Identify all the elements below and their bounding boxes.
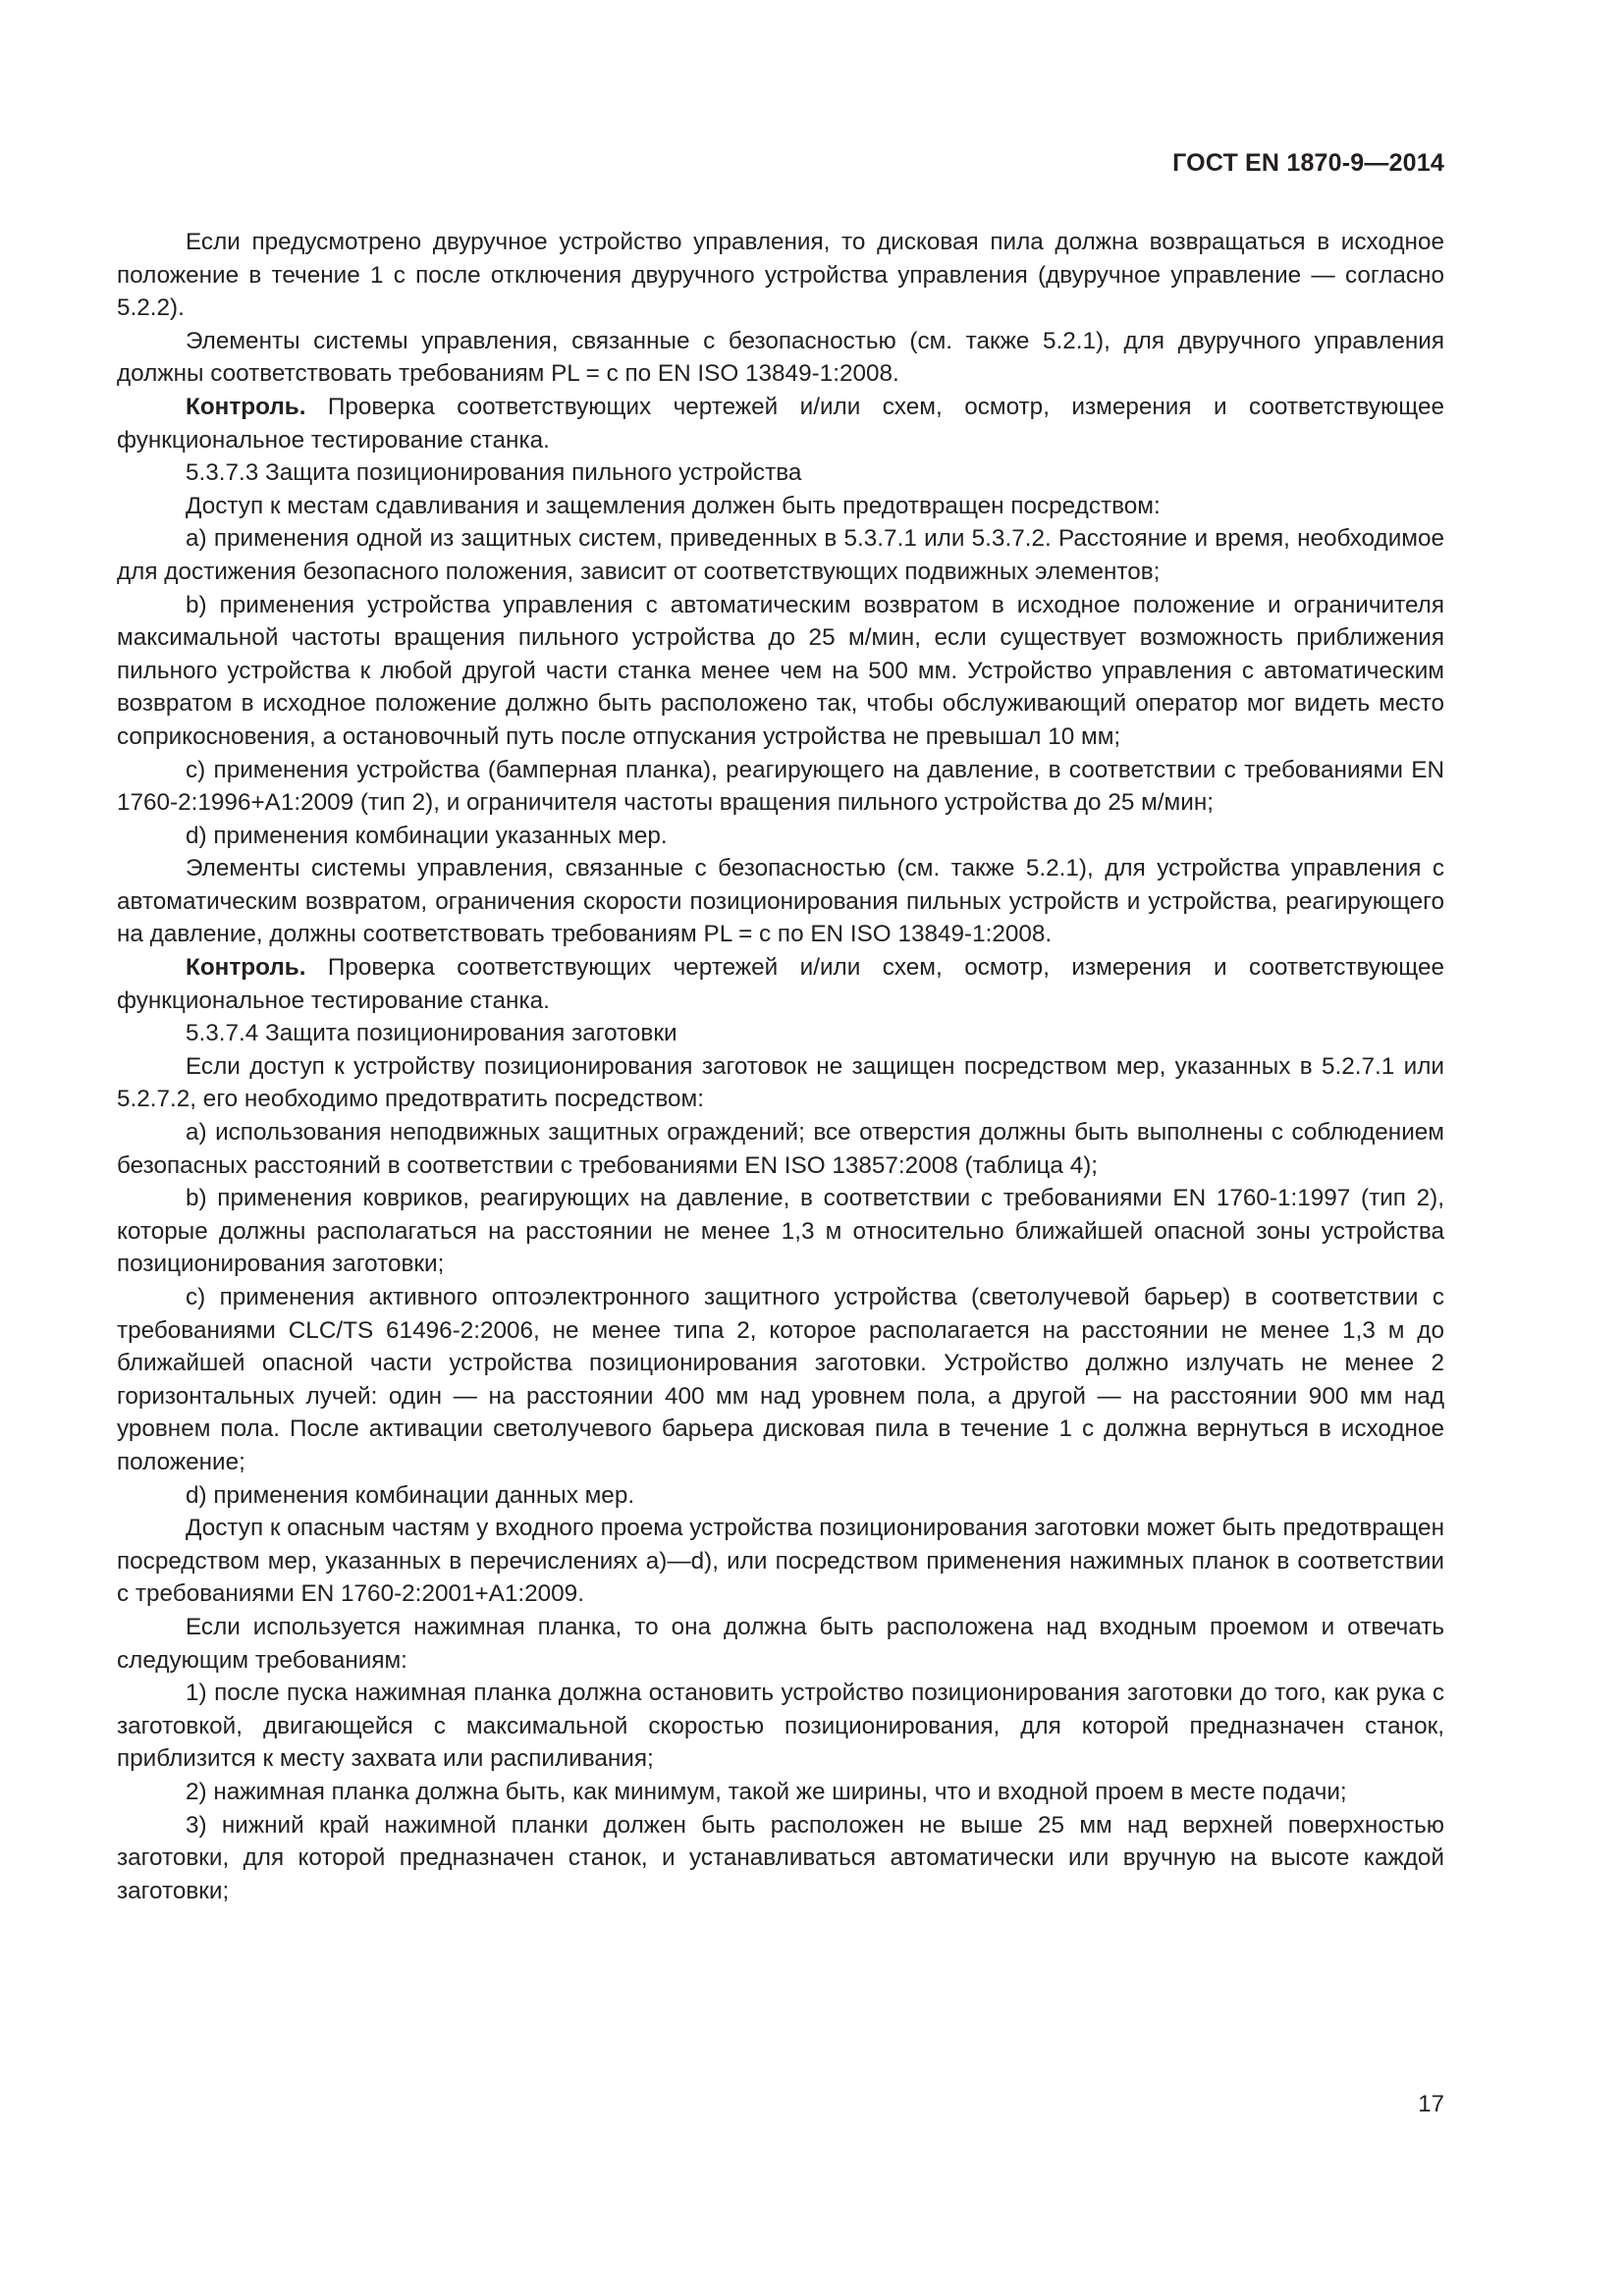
paragraph: Доступ к опасным частям у входного проема устройства позиционирования заготовки может быть предотвращен посредством мер, указанных в перечислениях а)—d), или посредством применения нажимных планок в соответствии с требованиями EN 1760-2:2001+А1:2009. [117,1515,1444,1608]
list-item: b) применения устройства управления с автоматическим возвратом в исходное положение и ограничителя максимальной частоты вращения пильного устройства до 25 м/мин, если существует возможность приближения пильного устройства к любой другой части станка менее чем на 500 мм. Устройство управления с автоматическим возвратом в исходное положение должно быть расположено так, чтобы обслуживающий оператор мог видеть место соприкосновения, а остановочный путь после отпускания устройства не превышал 10 мм; [117,591,1444,750]
document-body [117,226,1444,1907]
list-item: а) применения одной из защитных систем, приведенных в 5.3.7.1 или 5.3.7.2. Расстояние и время, необходимое для достижения безопасного положения, зависит от соответствующих подвижных элементов; [117,525,1444,585]
paragraph: Если предусмотрено двуручное устройство управления, то дисковая пила должна возвращаться в исходное положение в течение 1 с после отключения двуручного устройства управления (двуручное управление — согласно 5.2.2). [117,229,1444,322]
list-item: 2) нажимная планка должна быть, как минимум, такой же ширины, что и входной проем в месте подачи; [186,1778,1347,1805]
section-heading: 5.3.7.4 Защита позиционирования заготовки [186,1020,677,1047]
section-heading: 5.3.7.3 Защита позиционирования пильного устройства [186,459,802,487]
list-item: d) применения комбинации указанных мер. [186,822,668,849]
paragraph: Доступ к местам сдавливания и защемления должен быть предотвращен посредством: [186,492,1161,519]
paragraph: Элементы системы управления, связанные с безопасностью (см. также 5.2.1), для устройства управления с автоматическим возвратом, ограничения скорости позиционирования пильных устройств и устройства, реагирующего на давление, должны соответствовать требованиям PL = с по EN ISO 13849-1:2008. [117,855,1444,948]
control-label: Контроль. [186,954,306,982]
list-item: c) применения активного оптоэлектронного защитного устройства (светолучевой барьер) в соответствии с требованиями CLC/TS 61496-2:2006, не менее типа 2, которое располагается на расстоянии не менее 1,3 м до ближайшей опасной части устройства позиционирования заготовки. Устройство должно излучать не менее 2 горизонтальных лучей: один — на расстоянии 400 мм над уровнем пола, а другой — на расстоянии 900 мм над уровнем пола. После активации светолучевого барьера дисковая пила в течение 1 с должна вернуться в исходное положение; [117,1284,1444,1475]
list-item: c) применения устройства (бамперная планка), реагирующего на давление, в соответствии с требованиями EN 1760-2:1996+А1:2009 (тип 2), и ограничителя частоты вращения пильного устройства до 25 м/мин; [117,756,1444,817]
document-header: ГОСТ EN 1870-9—2014 [1172,149,1444,177]
list-item: 3) нижний край нажимной планки должен быть расположен не выше 25 мм над верхней поверхностью заготовки, для которой предназначен станок, и устанавливаться автоматически или вручную на высоте каждой заготовки; [117,1811,1444,1904]
control-label: Контроль. [186,393,306,420]
control-paragraph [117,391,1444,456]
control-text: Проверка соответствующих чертежей и/или схем, осмотр, измерения и соответствующее функциональное тестирование станка. [117,393,1444,454]
page-number: 17 [1418,2091,1444,2117]
paragraph: Элементы системы управления, связанные с безопасностью (см. также 5.2.1), для двуручного управления должны соответствовать требованиям PL = с по EN ISO 13849-1:2008. [117,327,1444,388]
control-paragraph [117,951,1444,1017]
list-item: а) использования неподвижных защитных ограждений; все отверстия должны быть выполнены с соблюдением безопасных расстояний в соответствии с требованиями EN ISO 13857:2008 (таблица 4); [117,1119,1444,1179]
list-item: 1) после пуска нажимная планка должна остановить устройство позиционирования заготовки до того, как рука с заготовкой, двигающейся с максимальной скоростью позиционирования, для которой предназначен станок, приблизится к месту захвата или распиливания; [117,1680,1444,1773]
paragraph: Если используется нажимная планка, то она должна быть расположена над входным проемом и отвечать следующим требованиям: [117,1613,1444,1674]
control-text: Проверка соответствующих чертежей и/или схем, осмотр, измерения и соответствующее функциональное тестирование станка. [117,954,1444,1014]
list-item: b) применения ковриков, реагирующих на давление, в соответствии с требованиями EN 1760-1:1997 (тип 2), которые должны располагаться на расстоянии не менее 1,3 м относительно ближайшей опасной зоны устройства позиционирования заготовки; [117,1185,1444,1278]
list-item: d) применения комбинации данных мер. [186,1481,635,1509]
paragraph: Если доступ к устройству позиционирования заготовок не защищен посредством мер, указанных в 5.2.7.1 или 5.2.7.2, его необходимо предотвратить посредством: [117,1052,1444,1113]
